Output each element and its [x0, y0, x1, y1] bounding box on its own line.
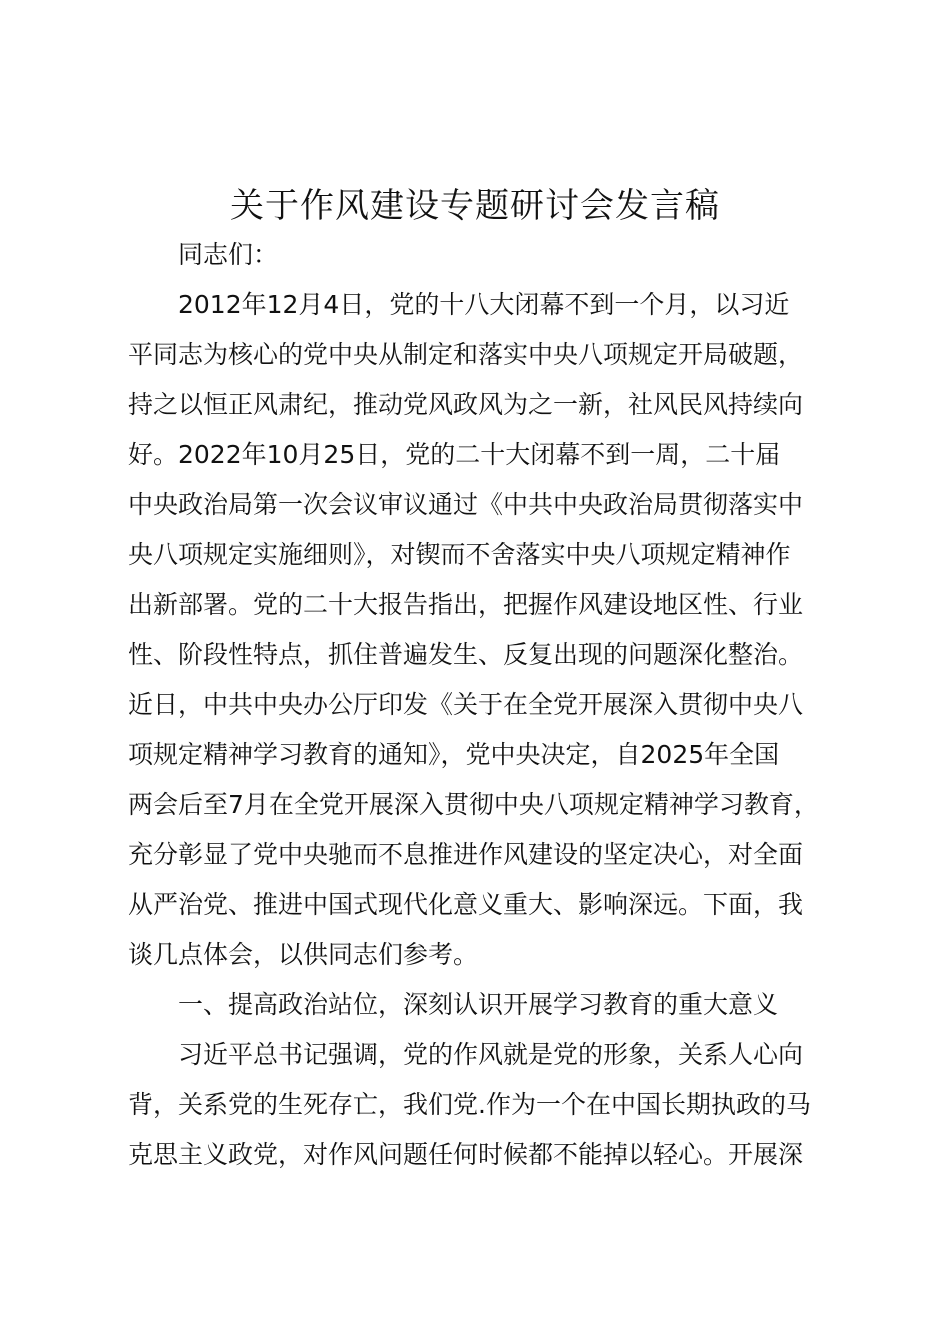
paragraph-line: 习近平总书记强调，党的作风就是党的形象，关系人心向: [178, 1040, 804, 1069]
paragraph-line: 两会后至7月在全党开展深入贯彻中央八项规定精神学习教育，: [128, 790, 819, 819]
paragraph-line: 性、阶段性特点，抓住普遍发生、反复出现的问题深化整治。: [128, 640, 804, 669]
document-title: 关于作风建设专题研讨会发言稿: [230, 186, 720, 226]
paragraph-line: 谈几点体会，以供同志们参考。: [128, 940, 479, 969]
paragraph-line: 2012年12月4日，党的十八大闭幕不到一个月，以习近: [178, 290, 790, 319]
section-heading: 一、提高政治站位，深刻认识开展学习教育的重大意义: [178, 990, 779, 1019]
paragraph-line: 背，关系党的生死存亡，我们党.作为一个在中国长期执政的马: [128, 1090, 811, 1119]
paragraph-line: 出新部署。党的二十大报告指出，把握作风建设地区性、行业: [128, 590, 804, 619]
paragraph-line: 持之以恒正风肃纪，推动党风政风为之一新，社风民风持续向: [128, 390, 804, 419]
paragraph-line: 充分彰显了党中央驰而不息推进作风建设的坚定决心，对全面: [128, 840, 804, 869]
paragraph-line: 近日，中共中央办公厅印发《关于在全党开展深入贯彻中央八: [128, 690, 804, 719]
paragraph-line: 好。2022年10月25日，党的二十大闭幕不到一周，二十届: [128, 440, 781, 469]
salutation: 同志们：: [178, 240, 279, 269]
paragraph-line: 央八项规定实施细则》，对锲而不舍落实中央八项规定精神作: [128, 540, 791, 569]
paragraph-line: 平同志为核心的党中央从制定和落实中央八项规定开局破题，: [128, 340, 804, 369]
paragraph-line: 项规定精神学习教育的通知》，党中央决定，自2025年全国: [128, 740, 780, 769]
paragraph-line: 中央政治局第一次会议审议通过《中共中央政治局贯彻落实中: [128, 490, 804, 519]
paragraph-line: 从严治党、推进中国式现代化意义重大、影响深远。下面，我: [128, 890, 804, 919]
paragraph-line: 克思主义政党，对作风问题任何时候都不能掉以轻心。开展深: [128, 1140, 804, 1169]
